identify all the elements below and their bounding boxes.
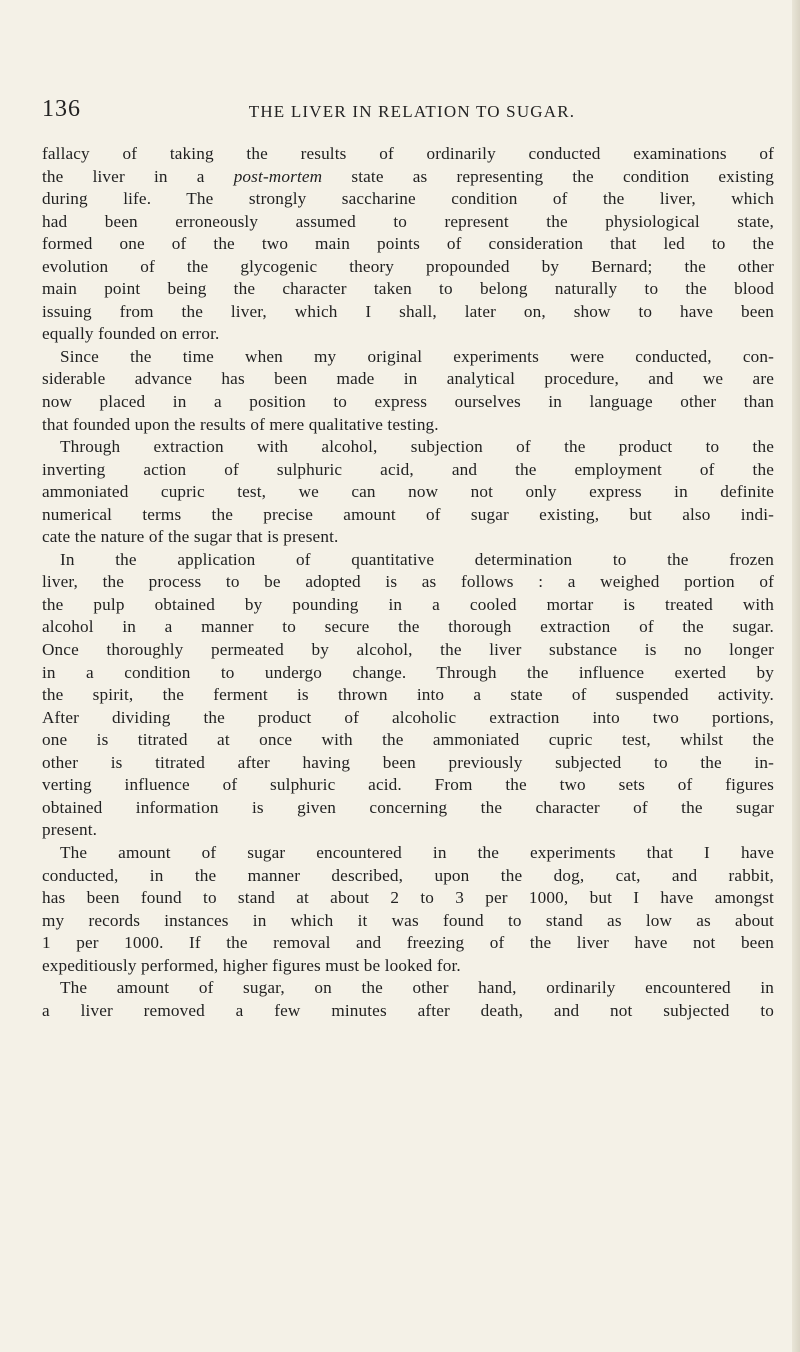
text-line: After dividing the product of alcoholic extraction into two portions,	[42, 707, 774, 727]
text-line: cate the nature of the sugar that is present.	[42, 527, 339, 547]
text-line: liver, the process to be adopted is as follows : a weighed portion of	[42, 572, 774, 592]
text-line: my records instances in which it was found to stand as low as about	[42, 910, 774, 930]
text-line: that founded upon the results of mere qualitative testing.	[42, 414, 439, 434]
text-line: formed one of the two main points of consideration that led to the	[42, 234, 774, 254]
text-line: other is titrated after having been previously subjected to the in-	[42, 752, 774, 772]
text-line: Once thoroughly permeated by alcohol, the liver substance is no longer	[42, 640, 774, 660]
text-line: siderable advance has been made in analytical procedure, and we are	[42, 369, 774, 389]
text-line: during life. The strongly saccharine condition of the liver, which	[42, 189, 774, 209]
text-line: fallacy of taking the results of ordinarily conducted examinations of	[42, 144, 774, 163]
text-line: the spirit, the ferment is thrown into a state of suspended activity.	[42, 685, 774, 705]
text-segment: the liver in a	[42, 166, 234, 186]
text-line: issuing from the liver, which I shall, later on, show to have been	[42, 301, 774, 321]
text-line: The amount of sugar encountered in the experiments that I have	[60, 842, 774, 862]
text-line: expeditiously performed, higher figures must be looked for.	[42, 955, 461, 975]
text-line: in a condition to undergo change. Through the influence exerted by	[42, 662, 774, 682]
text-line: inverting action of sulphuric acid, and the employment of the	[42, 459, 774, 479]
text-line: The amount of sugar, on the other hand, ordinarily encountered in	[60, 978, 774, 998]
text-line: conducted, in the manner described, upon the dog, cat, and rabbit,	[42, 865, 774, 885]
text-line: verting influence of sulphuric acid. From the two sets of figures	[42, 775, 774, 795]
text-line: 1 per 1000. If the removal and freezing of the liver have not been	[42, 933, 774, 953]
text-line: equally founded on error.	[42, 324, 220, 344]
text-line: had been erroneously assumed to represent the physiological state,	[42, 211, 774, 231]
text-line: In the application of quantitative determination to the frozen	[60, 549, 774, 569]
text-line: a liver removed a few minutes after death, and not subjected to	[42, 1000, 774, 1020]
text-line: has been found to stand at about 2 to 3 per 1000, but I have amongst	[42, 888, 774, 908]
body-text	[42, 143, 774, 1022]
text-line: Through extraction with alcohol, subjection of the product to the	[60, 437, 774, 457]
page-edge-shadow	[792, 0, 800, 1352]
running-head: THE LIVER IN RELATION TO SUGAR.	[248, 102, 576, 121]
page-header	[42, 96, 782, 134]
text-line	[42, 166, 774, 189]
text-line: now placed in a position to express ourselves in language other than	[42, 392, 774, 412]
text-line: Since the time when my original experiments were conducted, con-	[60, 346, 774, 366]
text-line: ammoniated cupric test, we can now not only express in definite	[42, 482, 774, 502]
text-line: present.	[42, 820, 98, 840]
italic-term: post-mortem	[233, 166, 323, 186]
text-line: the pulp obtained by pounding in a cooled mortar is treated with	[42, 594, 774, 614]
text-line: numerical terms the precise amount of sugar existing, but also indi-	[42, 504, 774, 524]
text-segment: state as representing the condition existing	[322, 166, 774, 186]
text-line: one is titrated at once with the ammoniated cupric test, whilst the	[42, 730, 774, 750]
text-line: main point being the character taken to belong naturally to the blood	[42, 279, 774, 299]
text-line: evolution of the glycogenic theory propounded by Bernard; the other	[42, 256, 774, 276]
text-line: obtained information is given concerning the character of the sugar	[42, 797, 774, 817]
text-line: alcohol in a manner to secure the thorough extraction of the sugar.	[42, 617, 774, 637]
page-number: 136	[42, 96, 81, 122]
